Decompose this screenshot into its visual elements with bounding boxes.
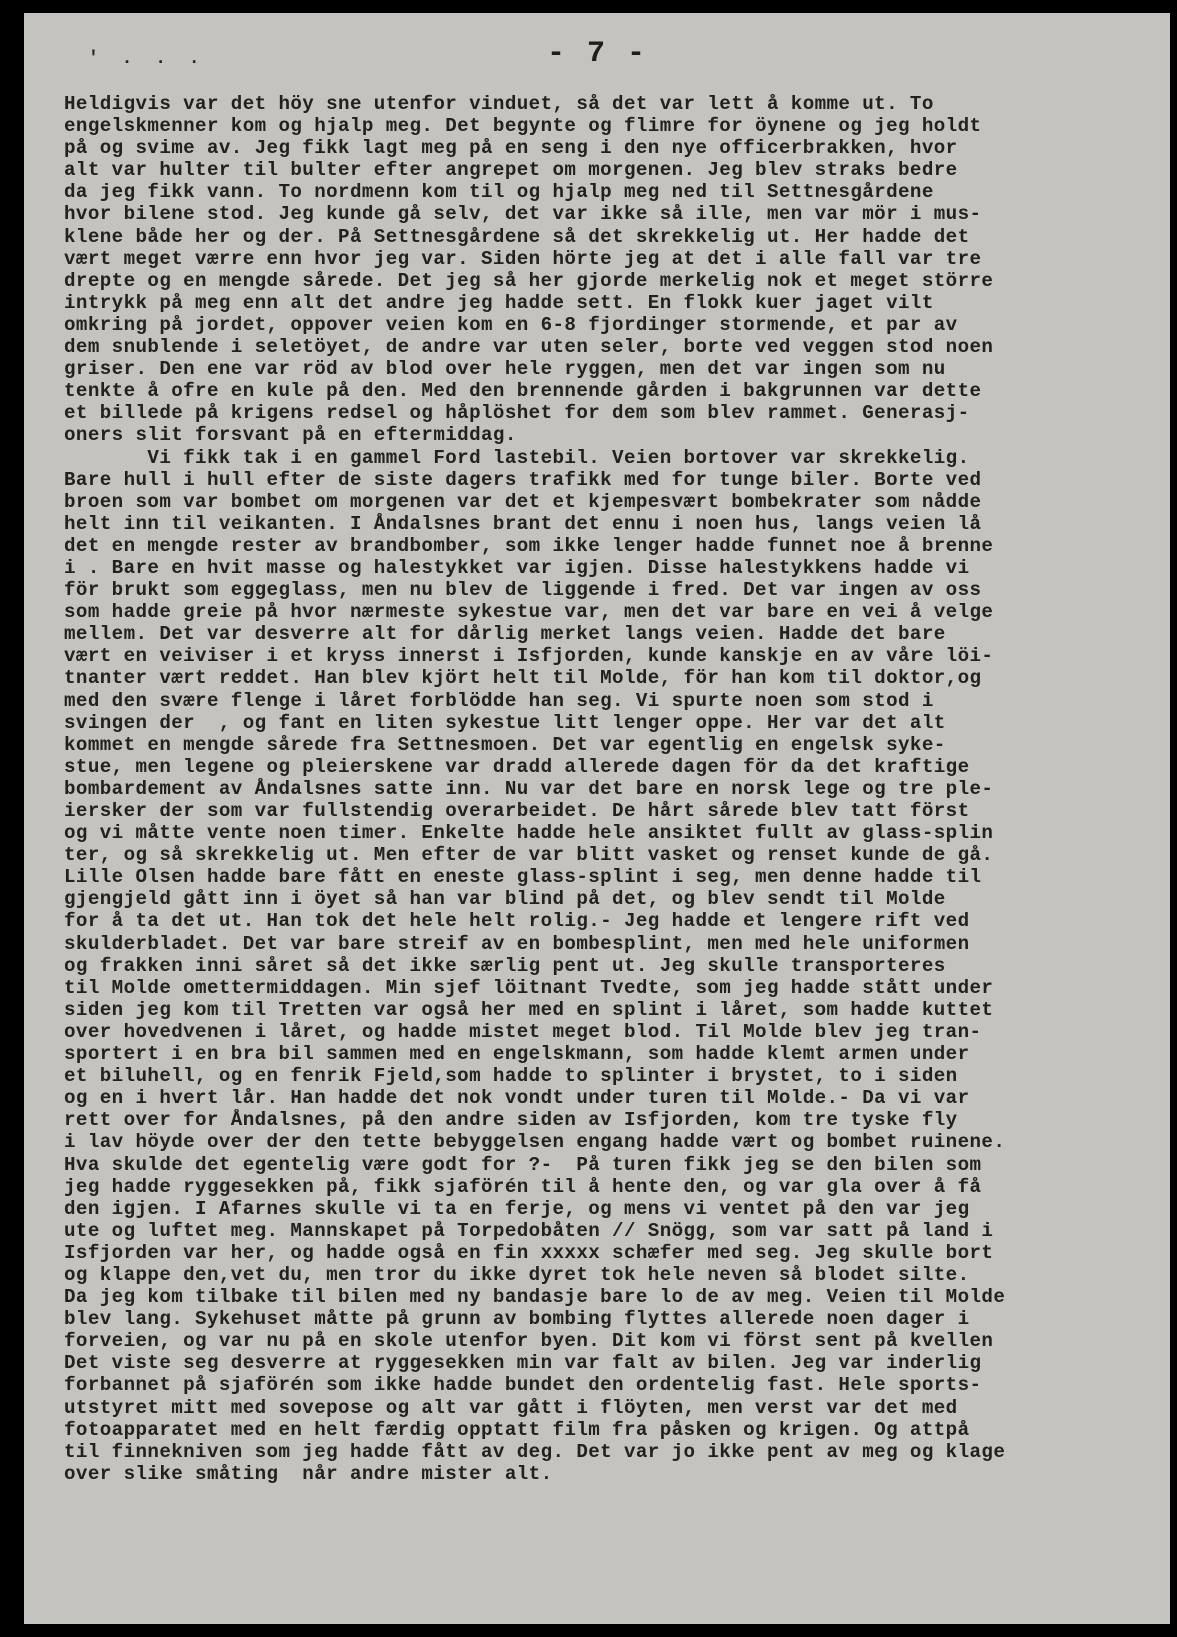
text-line: for å ta det ut. Han tok det hele helt rolig.- Jeg hadde et lengere rift ved [64,910,970,933]
text-line: dem snublende i seletöyet, de andre var uten seler, borte ved veggen stod noen [64,336,994,359]
text-line: griser. Den ene var röd av blod over hele ryggen, men det var ingen som nu [64,358,946,381]
text-line: til Molde omettermiddagen. Min sjef löitnant Tvedte, som jeg hadde stått under [64,976,994,999]
text-line: tnanter vært reddet. Han blev kjört helt til Molde, för han kom til doktor,og [64,667,982,690]
letter-body [64,93,1144,1485]
page-number: - 7 - [546,37,647,71]
text-line: et billede på krigens redsel og håplöshet for dem som blev rammet. Generasj- [64,402,970,425]
text-line: för brukt som eggeglass, men nu blev de liggende i fred. Det var ingen av oss [64,579,982,602]
text-line: kommet en mengde sårede fra Settnesmoen. Det var egentlig en engelsk syke- [64,733,946,756]
text-line: Hva skulde det egentelig være godt for ?- På turen fikk jeg se den bilen som [64,1153,982,1176]
text-line: tenkte å ofre en kule på den. Med den brennende gården i bakgrunnen var dette [64,380,982,403]
text-line: broen som var bombet om morgenen var det et kjempesvært bombekrater som nådde [64,490,982,513]
text-line: som hadde greie på hvor nærmeste sykestue var, men det var bare en vei å velge [64,601,994,624]
text-line: oners slit forsvant på en eftermiddag. [64,424,517,447]
text-line: rett over for Åndalsnes, på den andre siden av Isfjorden, kom tre tyske fly [64,1109,958,1132]
text-line: skulderbladet. Det var bare streif av en bombesplint, men med hele uniformen [64,932,970,955]
text-line: da jeg fikk vann. To nordmenn kom til og hjalp meg ned til Settnesgårdene [64,181,934,204]
text-line: til finnekniven som jeg hadde fått av deg. Det var jo ikke pent av meg og klage [64,1440,1006,1463]
text-line: det en mengde rester av brandbomber, som ikke lenger hadde funnet noe å brenne [64,534,994,557]
text-line: og frakken inni såret så det ikke særlig pent ut. Jeg skulle transporteres [64,954,946,977]
text-line: over slike småting når andre mister alt. [64,1462,553,1485]
text-line: Heldigvis var det höy sne utenfor vinduet, så det var lett å komme ut. To [64,93,934,115]
text-line: gjengjeld gått inn i öyet så han var blind på det, og blev sendt til Molde [64,888,946,911]
text-line: Bare hull i hull efter de siste dagers trafikk med for tunge biler. Borte ved [64,468,982,491]
text-line: ter, og så skrekkelig ut. Men efter de var blitt vasket og renset kunde de gå. [64,844,994,867]
text-line: engelskmenner kom og hjalp meg. Det begynte og flimre for öynene og jeg holdt [64,115,982,138]
text-line: over hovedvenen i låret, og hadde mistet meget blod. Til Molde blev jeg tran- [64,1020,982,1043]
text-line: et biluhell, og en fenrik Fjeld,som hadde to splinter i brystet, to i siden [64,1065,958,1088]
corner-marks: ' . . . [88,49,206,69]
text-line: hvor bilene stod. Jeg kunde gå selv, det var ikke så ille, men var mör i mus- [64,203,982,226]
text-line: med den svære flenge i låret forblödde han seg. Vi spurte noen som stod i [64,689,934,712]
text-line: blev lang. Sykehuset måtte på grunn av bombing flyttes allerede noen dager i [64,1308,970,1331]
text-line: drepte og en mengde sårede. Det jeg så her gjorde merkelig nok et meget större [64,269,994,292]
text-line: omkring på jordet, oppover veien kom en 6-8 fjordinger stormende, et par av [64,313,958,336]
text-line: og vi måtte vente noen timer. Enkelte hadde hele ansiktet fullt av glass-splin [64,822,994,845]
text-line: Lille Olsen hadde bare fått en eneste glass-splint i seg, men denne hadde til [64,866,982,889]
text-line: siden jeg kom til Tretten var også her med en splint i låret, som hadde kuttet [64,998,994,1021]
text-line: fotoapparatet med en helt færdig opptatt film fra påsken og krigen. Og attpå [64,1418,970,1441]
text-line: alt var hulter til bulter efter angrepet om morgenen. Jeg blev straks bedre [64,159,958,182]
text-line: mellem. Det var desverre alt for dårlig merket langs veien. Hadde det bare [64,623,946,646]
text-line: forveien, og var nu på en skole utenfor byen. Dit kom vi först sent på kvellen [64,1330,994,1353]
text-line: jeg hadde ryggesekken på, fikk sjaförén til å hente den, og var gla over å få [64,1175,982,1198]
text-line: vært meget værre enn hvor jeg var. Siden hörte jeg at det i alle fall var tre [64,247,982,270]
text-line: vært en veiviser i et kryss innerst i Isfjorden, kunde kanskje en av våre löi- [64,645,994,668]
typed-letter-page [24,13,1170,1624]
text-line: iersker der som var fullstendig overarbeidet. De hårt sårede blev tatt först [64,800,970,822]
text-line: klene både her og der. På Settnesgårdene så det skrekkelig ut. Her hadde det [64,225,970,248]
text-line: sportert i en bra bil sammen med en engelskmann, som hadde klemt armen under [64,1043,970,1066]
text-line: og en i hvert lår. Han hadde det nok vondt under turen til Molde.- Da vi var [64,1087,970,1110]
text-line: Da jeg kom tilbake til bilen med ny bandasje bare lo de av meg. Veien til Molde [64,1286,1006,1309]
text-line: stue, men legene og pleierskene var dradd allerede dagen för da det kraftige [64,755,970,778]
text-line: og klappe den,vet du, men tror du ikke dyret tok hele neven så blodet silte. [64,1263,970,1286]
text-line: ute og luftet meg. Mannskapet på Torpedobåten // Snögg, som var satt på land i [64,1219,994,1242]
text-line: helt inn til veikanten. I Åndalsnes brant det ennu i noen hus, langs veien lå [64,512,982,535]
text-line: Vi fikk tak i en gammel Ford lastebil. Veien bortover var skrekkelig. [64,446,970,469]
text-line: svingen der , og fant en liten sykestue litt lenger oppe. Her var det alt [64,711,946,734]
text-line: utstyret mitt med sovepose og alt var gått i flöyten, men verst var det med [64,1396,958,1419]
text-line: Isfjorden var her, og hadde også en fin xxxxx schæfer med seg. Jeg skulle bort [64,1241,994,1264]
text-line: den igjen. I Afarnes skulle vi ta en ferje, og mens vi ventet på den var jeg [64,1197,970,1220]
text-line: intrykk på meg enn alt det andre jeg hadde sett. En flokk kuer jaget vilt [64,291,934,314]
text-line: bombardement av Åndalsnes satte inn. Nu var det bare en norsk lege og tre ple- [64,777,994,800]
text-line: i . Bare en hvit masse og halestykket var igjen. Disse halestykkens hadde vi [64,556,970,579]
text-line: forbannet på sjaförén som ikke hadde bundet den ordentelig fast. Hele sports- [64,1374,982,1397]
text-line: på og svime av. Jeg fikk lagt meg på en seng i den nye officerbrakken, hvor [64,137,958,160]
text-line: i lav höyde over der den tette bebyggelsen engang hadde vært og bombet ruinene. [64,1131,1006,1154]
text-line: Det viste seg desverre at ryggesekken min var falt av bilen. Jeg var inderlig [64,1352,982,1375]
